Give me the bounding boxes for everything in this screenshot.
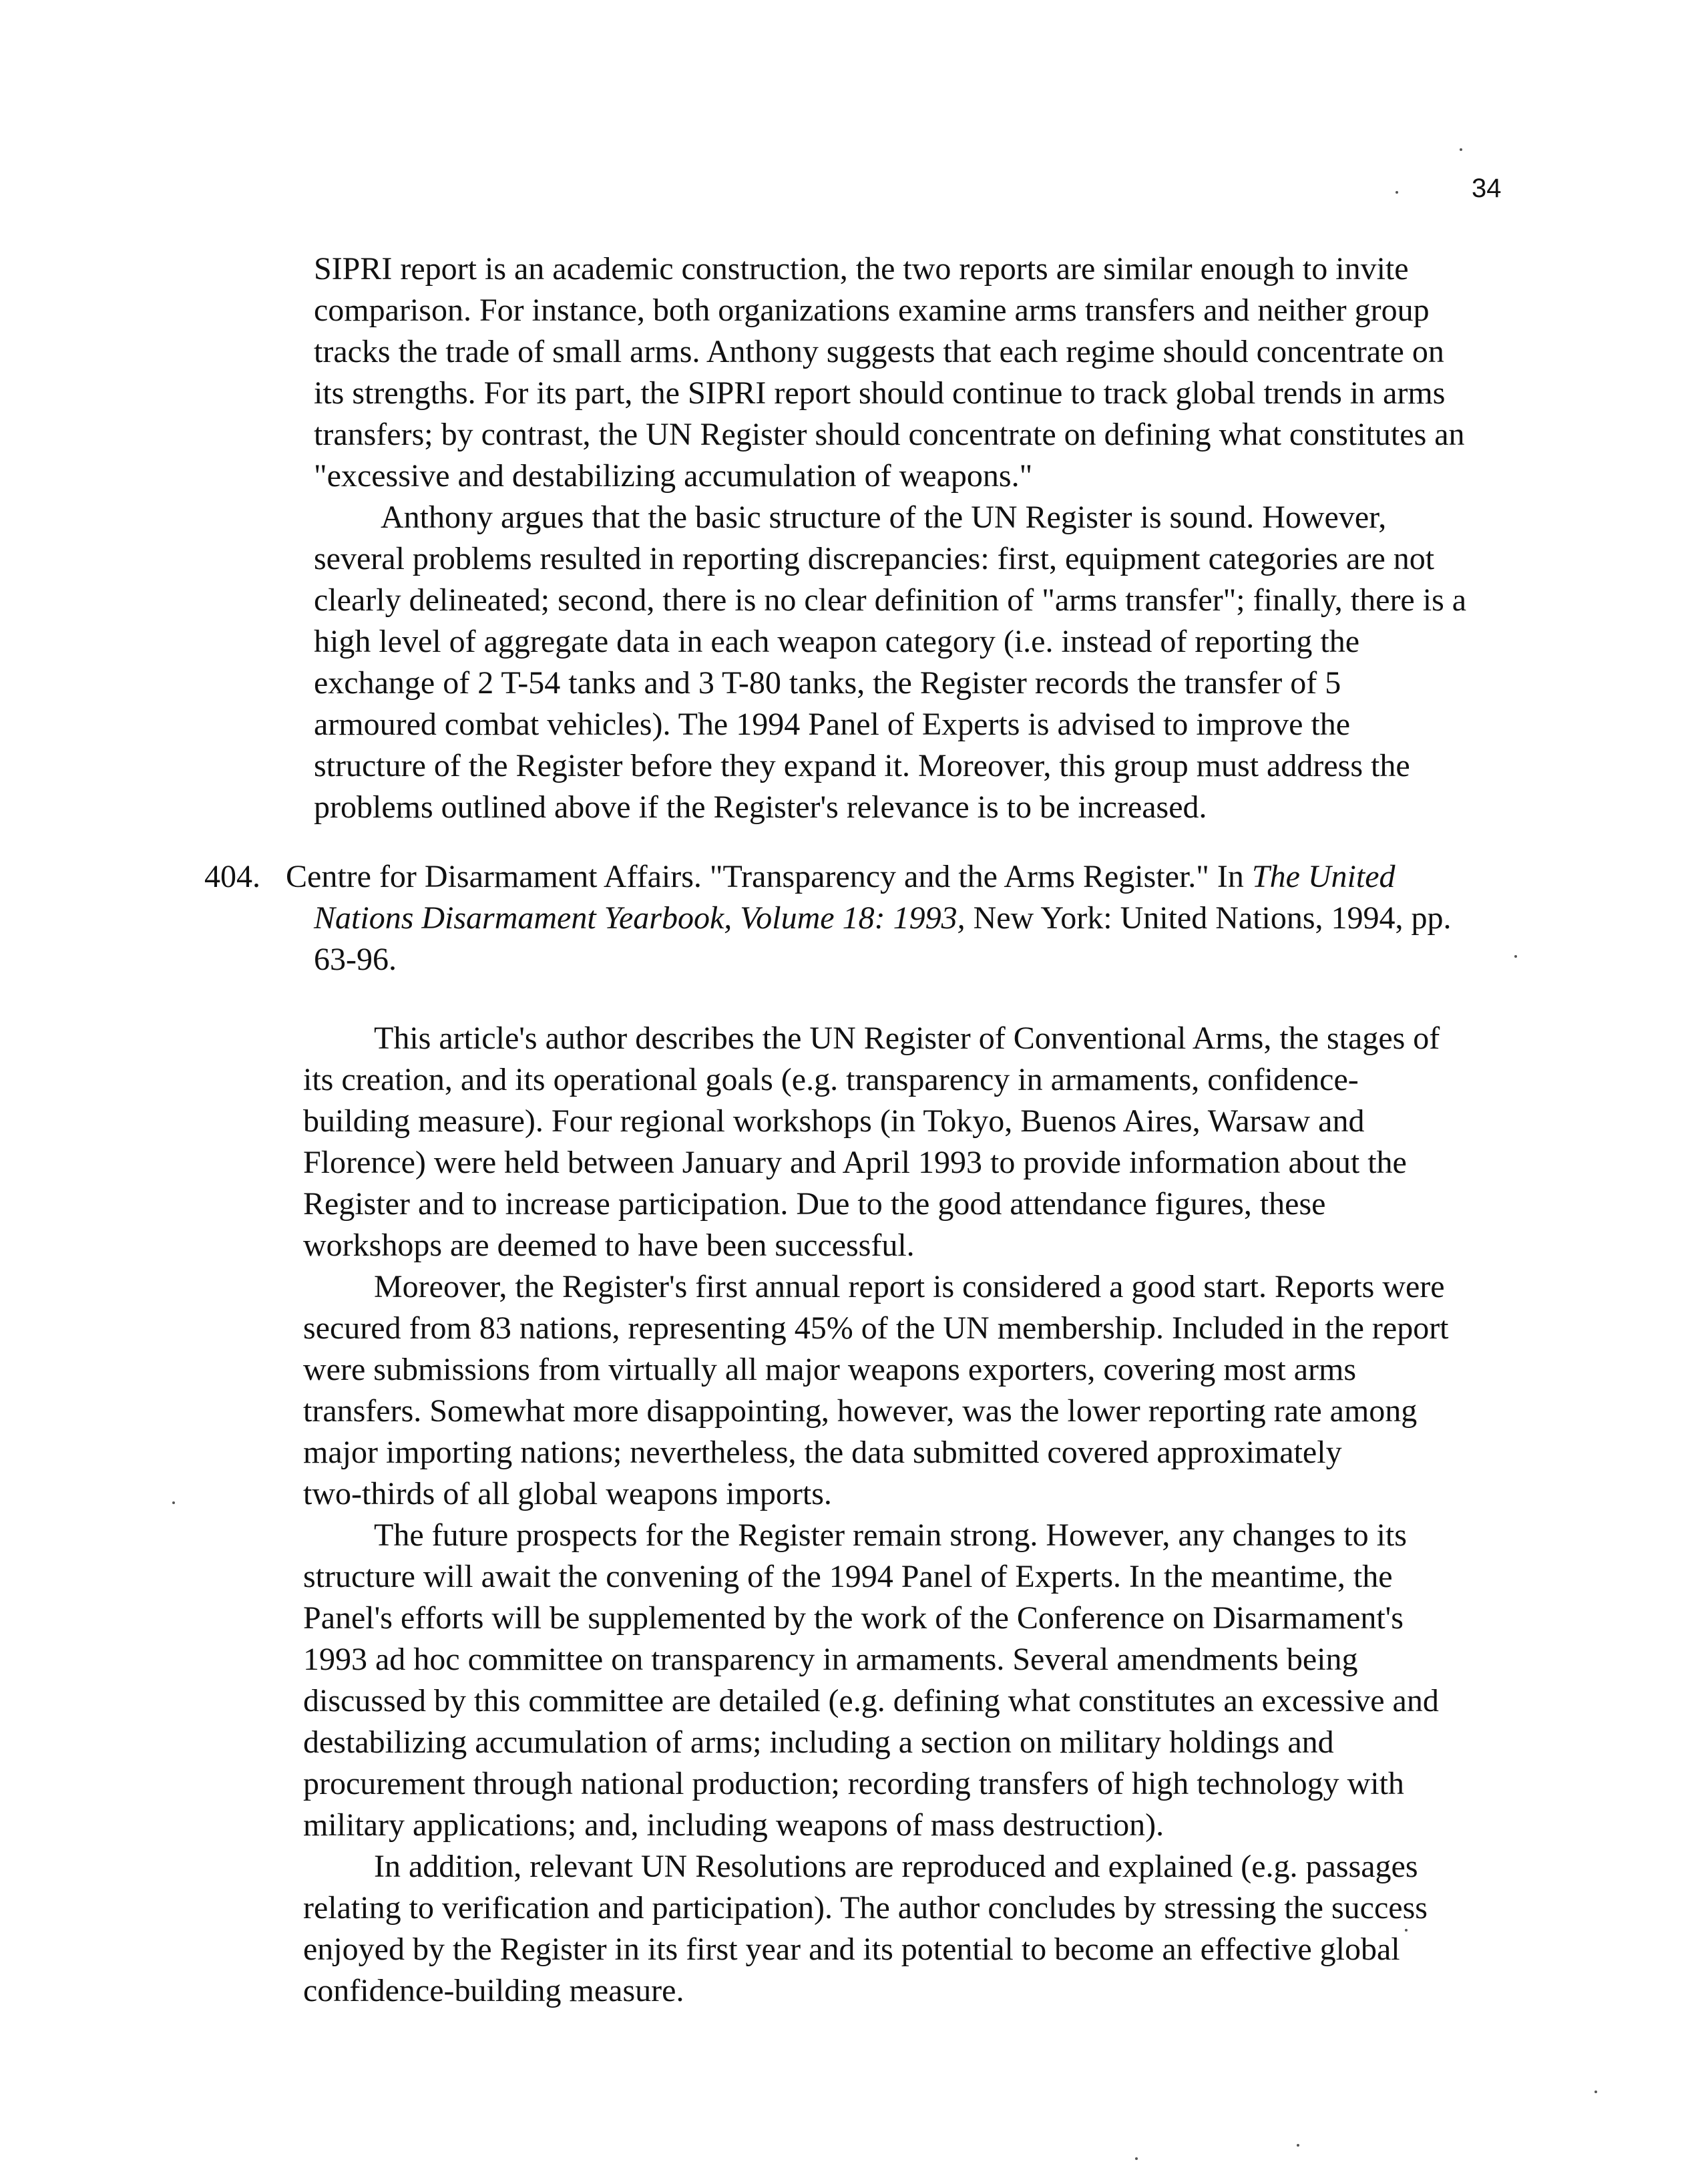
text-line: This article's author describes the UN Register of Conventional Arms, the stages of <box>374 1021 1440 1056</box>
scan-speck <box>1460 148 1462 151</box>
text-line: Panel's efforts will be supplemented by the work of the Conference on Disarmament's <box>303 1600 1404 1636</box>
text-line: In addition, relevant UN Resolutions are reproduced and explained (e.g. passages <box>374 1849 1418 1884</box>
text-line: discussed by this committee are detailed (e.g. defining what constitutes an excessive and <box>303 1683 1439 1718</box>
text-line: The future prospects for the Register remain strong. However, any changes to its <box>374 1517 1407 1553</box>
text-line: comparison. For instance, both organizations examine arms transfers and neither group <box>314 293 1430 328</box>
text-line: its strengths. For its part, the SIPRI report should continue to track global trends in arms <box>314 375 1446 411</box>
text-line: secured from 83 nations, representing 45% of the UN membership. Included in the report <box>303 1310 1449 1346</box>
text-line: armoured combat vehicles). The 1994 Panel of Experts is advised to improve the <box>314 707 1351 742</box>
text-line: structure will await the convening of the 1994 Panel of Experts. In the meantime, the <box>303 1559 1393 1594</box>
scan-speck <box>1594 2091 1597 2093</box>
text-line: exchange of 2 T-54 tanks and 3 T-80 tanks, the Register records the transfer of 5 <box>314 665 1341 701</box>
text-line: procurement through national production; recording transfers of high technology with <box>303 1766 1404 1801</box>
text-line: Anthony argues that the basic structure of the UN Register is sound. However, <box>381 500 1387 535</box>
text-line: building measure). Four regional workshops (in Tokyo, Buenos Aires, Warsaw and <box>303 1103 1365 1139</box>
text-line: were submissions from virtually all major weapons exporters, covering most arms <box>303 1352 1356 1387</box>
text-line: SIPRI report is an academic construction, the two reports are similar enough to invite <box>314 251 1409 287</box>
page-number: 34 <box>1472 174 1502 203</box>
citation-title-italic: Nations Disarmament Yearbook, Volume 18: 1993, <box>314 900 966 936</box>
citation-title-italic: The United <box>1251 859 1396 894</box>
citation-pages: 63-96. <box>314 942 397 977</box>
text-line: problems outlined above if the Register's relevance is to be increased. <box>314 789 1207 825</box>
text-line: workshops are deemed to have been successful. <box>303 1228 915 1263</box>
text-line: enjoyed by the Register in its first year and its potential to become an effective global <box>303 1932 1400 1967</box>
text-line: 1993 ad hoc committee on transparency in armaments. Several amendments being <box>303 1642 1358 1677</box>
text-line: Register and to increase participation. Due to the good attendance figures, these <box>303 1186 1326 1222</box>
citation-line <box>314 898 1452 939</box>
text-line: tracks the trade of small arms. Anthony suggests that each regime should concentrate on <box>314 334 1444 369</box>
scan-speck <box>1514 955 1517 958</box>
text-line: destabilizing accumulation of arms; including a section on military holdings and <box>303 1725 1334 1760</box>
text-line: military applications; and, including weapons of mass destruction). <box>303 1807 1164 1843</box>
citation-line <box>286 856 1396 898</box>
text-line: "excessive and destabilizing accumulation of weapons." <box>314 458 1033 494</box>
citation-text: New York: United Nations, 1994, pp. <box>965 900 1452 936</box>
entry-number: 404. <box>204 859 260 894</box>
scan-speck <box>1405 1929 1408 1932</box>
text-line: major importing nations; nevertheless, the data submitted covered approximately <box>303 1435 1342 1470</box>
citation-text: Centre for Disarmament Affairs. "Transparency and the Arms Register." In <box>286 859 1252 894</box>
text-line: confidence-building measure. <box>303 1973 684 2008</box>
text-line: relating to verification and participation). The author concludes by stressing the success <box>303 1890 1428 1926</box>
text-line: Moreover, the Register's first annual report is considered a good start. Reports were <box>374 1269 1445 1304</box>
text-line: several problems resulted in reporting discrepancies: first, equipment categories are not <box>314 541 1435 576</box>
scan-speck <box>1396 191 1398 194</box>
text-line: Florence) were held between January and April 1993 to provide information about the <box>303 1145 1407 1180</box>
scan-speck <box>1297 2144 1299 2147</box>
text-line: two-thirds of all global weapons imports. <box>303 1476 832 1511</box>
text-line: transfers; by contrast, the UN Register should concentrate on defining what constitutes an <box>314 417 1465 452</box>
text-line: transfers. Somewhat more disappointing, however, was the lower reporting rate among <box>303 1393 1418 1429</box>
text-line: its creation, and its operational goals (e.g. transparency in armaments, confidence- <box>303 1062 1359 1097</box>
scan-speck <box>172 1501 175 1504</box>
text-line: high level of aggregate data in each weapon category (i.e. instead of reporting the <box>314 624 1359 659</box>
text-line: clearly delineated; second, there is no clear definition of "arms transfer"; finally, there is a <box>314 582 1467 618</box>
scan-speck <box>1135 2157 1138 2160</box>
text-line: structure of the Register before they expand it. Moreover, this group must address the <box>314 748 1410 783</box>
